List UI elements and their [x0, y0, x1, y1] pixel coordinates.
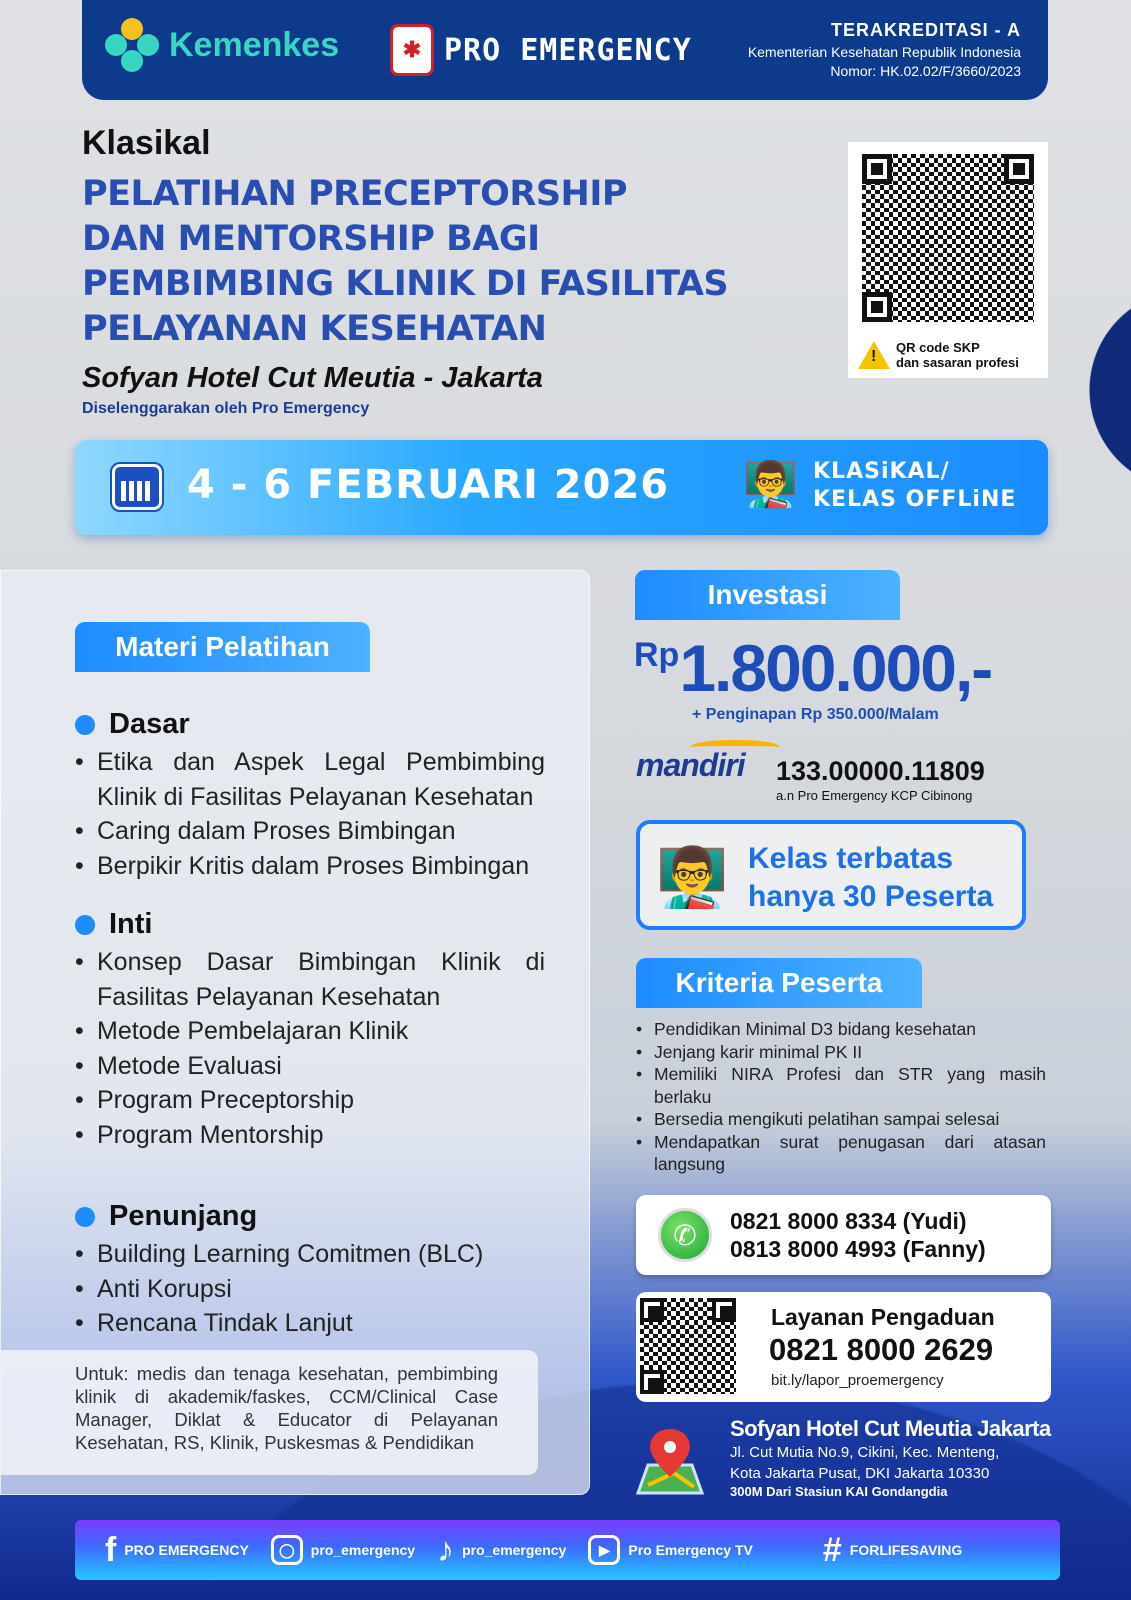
- accreditation-label: TERAKREDITASI - A: [831, 20, 1021, 40]
- pro-emergency-logo: [390, 24, 692, 76]
- list-item: • Metode Pembelajaran Klinik: [75, 1014, 545, 1049]
- price-currency: Rp: [634, 636, 680, 674]
- instagram-label: pro_emergency: [310, 1542, 416, 1558]
- map-pin-icon: [634, 1425, 706, 1497]
- list-item: • Mendapatkan surat penugasan dari atasan langsung: [636, 1131, 1046, 1176]
- event-date: 4 - 6 FEBRUARI 2026: [187, 462, 670, 508]
- materi-tab: Materi Pelatihan: [75, 622, 370, 672]
- list-item: • Rencana Tindak Lanjut: [75, 1306, 545, 1341]
- event-type: Klasikal: [82, 124, 211, 162]
- list-item: • Building Learning Comitmen (BLC): [75, 1237, 545, 1272]
- list-item: • Berpikir Kritis dalam Proses Bimbingan: [75, 849, 545, 884]
- price-amount: 1.800.000,-: [679, 631, 992, 705]
- social-bar: [75, 1520, 1060, 1580]
- section-title: Penunjang: [109, 1200, 258, 1232]
- title-line: DAN MENTORSHIP BAGI: [82, 219, 540, 259]
- target-audience: Untuk: medis dan tenaga kesehatan, pembimbing klinik di akademik/faskes, CCM/Clinical Case Manager, Diklat & Educator di Pelayanan Kesehatan, RS, Klinik, Puskesmas & Pendidikan: [0, 1350, 538, 1475]
- complaint-title: Layanan Pengaduan: [771, 1304, 995, 1330]
- complaint-qr-code[interactable]: [636, 1294, 740, 1400]
- price: [634, 630, 991, 706]
- accreditation-number: Nomor: HK.02.02/F/3660/2023: [830, 63, 1021, 79]
- organizer: Diselenggarakan oleh Pro Emergency: [82, 400, 370, 417]
- lodging-price: + Penginapan Rp 350.000/Malam: [692, 706, 939, 723]
- title-line: PEMBIMBING KLINIK DI FASILITAS: [82, 264, 729, 304]
- hashtag-icon: #: [822, 1531, 842, 1569]
- venue: Sofyan Hotel Cut Meutia - Jakarta: [82, 362, 543, 394]
- list-item: • Pendidikan Minimal D3 bidang kesehatan: [636, 1018, 1046, 1041]
- list-item: • Jenjang karir minimal PK II: [636, 1041, 1046, 1064]
- youtube-label: Pro Emergency TV: [628, 1542, 753, 1558]
- phone-number[interactable]: 0821 8000 8334 (Yudi): [730, 1208, 967, 1234]
- bank-logo: mandiri: [636, 747, 745, 783]
- hashtag-label: FORLIFESAVING: [849, 1542, 963, 1558]
- facebook-link[interactable]: [105, 1533, 249, 1567]
- facebook-label: PRO EMERGENCY: [124, 1542, 249, 1558]
- bullet-dot-icon: [75, 715, 95, 735]
- mode-line: KELAS OFFLiNE: [813, 487, 1017, 512]
- title-line: PELATIHAN PRECEPTORSHIP: [82, 174, 627, 214]
- list-item: • Bersedia mengikuti pelatihan sampai selesai: [636, 1108, 1046, 1131]
- list-item: • Metode Evaluasi: [75, 1049, 545, 1084]
- tiktok-link[interactable]: [437, 1533, 566, 1567]
- tiktok-label: pro_emergency: [462, 1542, 567, 1558]
- qr-skp[interactable]: [848, 142, 1048, 378]
- list-item: • Caring dalam Proses Bimbingan: [75, 814, 545, 849]
- instagram-link[interactable]: [271, 1535, 415, 1565]
- investasi-tab: Investasi: [635, 570, 900, 620]
- youtube-icon: ▶: [588, 1535, 620, 1565]
- qr-caption: [858, 340, 1019, 370]
- mode-line: KLASiKAL/: [813, 459, 950, 484]
- facebook-icon: f: [105, 1531, 117, 1569]
- tiktok-icon: ♪: [437, 1531, 455, 1569]
- star-of-life-icon: ✱: [390, 24, 434, 76]
- kelas-line: hanya 30 Peserta: [748, 880, 994, 913]
- kemenkes-icon: [105, 18, 159, 72]
- complaint-service: [636, 1292, 1051, 1402]
- list-item: • Memiliki NIRA Profesi dan STR yang masih berlaku: [636, 1063, 1046, 1108]
- list-item: • Anti Korupsi: [75, 1272, 545, 1307]
- warning-icon: !: [858, 341, 890, 369]
- location-info: [730, 1416, 1051, 1499]
- presenter-icon: 👨‍🏫: [656, 845, 729, 910]
- kriteria-list: [636, 1018, 1046, 1176]
- pro-emergency-wordmark: PRO EMERGENCY: [444, 32, 692, 68]
- location-distance: 300M Dari Stasiun KAI Gondangdia: [730, 1484, 948, 1499]
- accreditation-info: [748, 20, 1021, 79]
- section-dasar: [75, 708, 545, 883]
- qr-caption-line: QR code SKP: [896, 340, 980, 355]
- instagram-icon: ◯: [271, 1535, 303, 1565]
- date-banner: [75, 440, 1048, 535]
- section-penunjang: [75, 1200, 545, 1341]
- list-item: • Etika dan Aspek Legal Pembimbing Klinik di Fasilitas Pelayanan Kesehatan: [75, 745, 545, 814]
- ministry-label: Kementerian Kesehatan Republik Indonesia: [747, 44, 1021, 60]
- event-mode: [813, 458, 1016, 514]
- section-title: Inti: [109, 908, 153, 940]
- bullet-dot-icon: [75, 1207, 95, 1227]
- whatsapp-icon: ✆: [658, 1208, 712, 1262]
- complaint-link[interactable]: bit.ly/lapor_proemergency: [771, 1372, 944, 1389]
- bullet-dot-icon: [75, 915, 95, 935]
- youtube-link[interactable]: [588, 1535, 753, 1565]
- whatsapp-contact[interactable]: [636, 1195, 1051, 1275]
- kemenkes-wordmark: Kemenkes: [169, 25, 340, 64]
- address-line: Kota Jakarta Pusat, DKI Jakarta 10330: [730, 1465, 990, 1482]
- classroom-icon: 👨‍🏫: [743, 460, 798, 509]
- kriteria-tab: Kriteria Peserta: [636, 958, 922, 1008]
- section-inti: [75, 908, 545, 1152]
- list-item: • Program Mentorship: [75, 1118, 545, 1153]
- list-item: • Konsep Dasar Bimbingan Klinik di Fasilitas Pelayanan Kesehatan: [75, 945, 545, 1014]
- list-item: • Program Preceptorship: [75, 1083, 545, 1118]
- qr-caption-line: dan sasaran profesi: [896, 355, 1019, 370]
- kemenkes-logo: [105, 18, 339, 72]
- location-name: Sofyan Hotel Cut Meutia Jakarta: [730, 1416, 1051, 1441]
- kelas-line: Kelas terbatas: [748, 842, 954, 875]
- title-line: PELAYANAN KESEHATAN: [82, 309, 547, 349]
- section-title: Dasar: [109, 708, 190, 740]
- limited-class-box: [636, 820, 1026, 930]
- phone-number[interactable]: 0813 8000 4993 (Fanny): [730, 1236, 986, 1262]
- bank-account-number: 133.00000.11809: [776, 756, 985, 786]
- event-title: [82, 172, 728, 352]
- qr-code: [862, 154, 1034, 322]
- complaint-phone[interactable]: 0821 8000 2629: [769, 1332, 994, 1367]
- calendar-icon: [112, 464, 162, 510]
- bank-account-name: a.n Pro Emergency KCP Cibinong: [776, 788, 973, 803]
- address-line: Jl. Cut Mutia No.9, Cikini, Kec. Menteng,: [730, 1444, 1000, 1461]
- hashtag: [823, 1533, 962, 1567]
